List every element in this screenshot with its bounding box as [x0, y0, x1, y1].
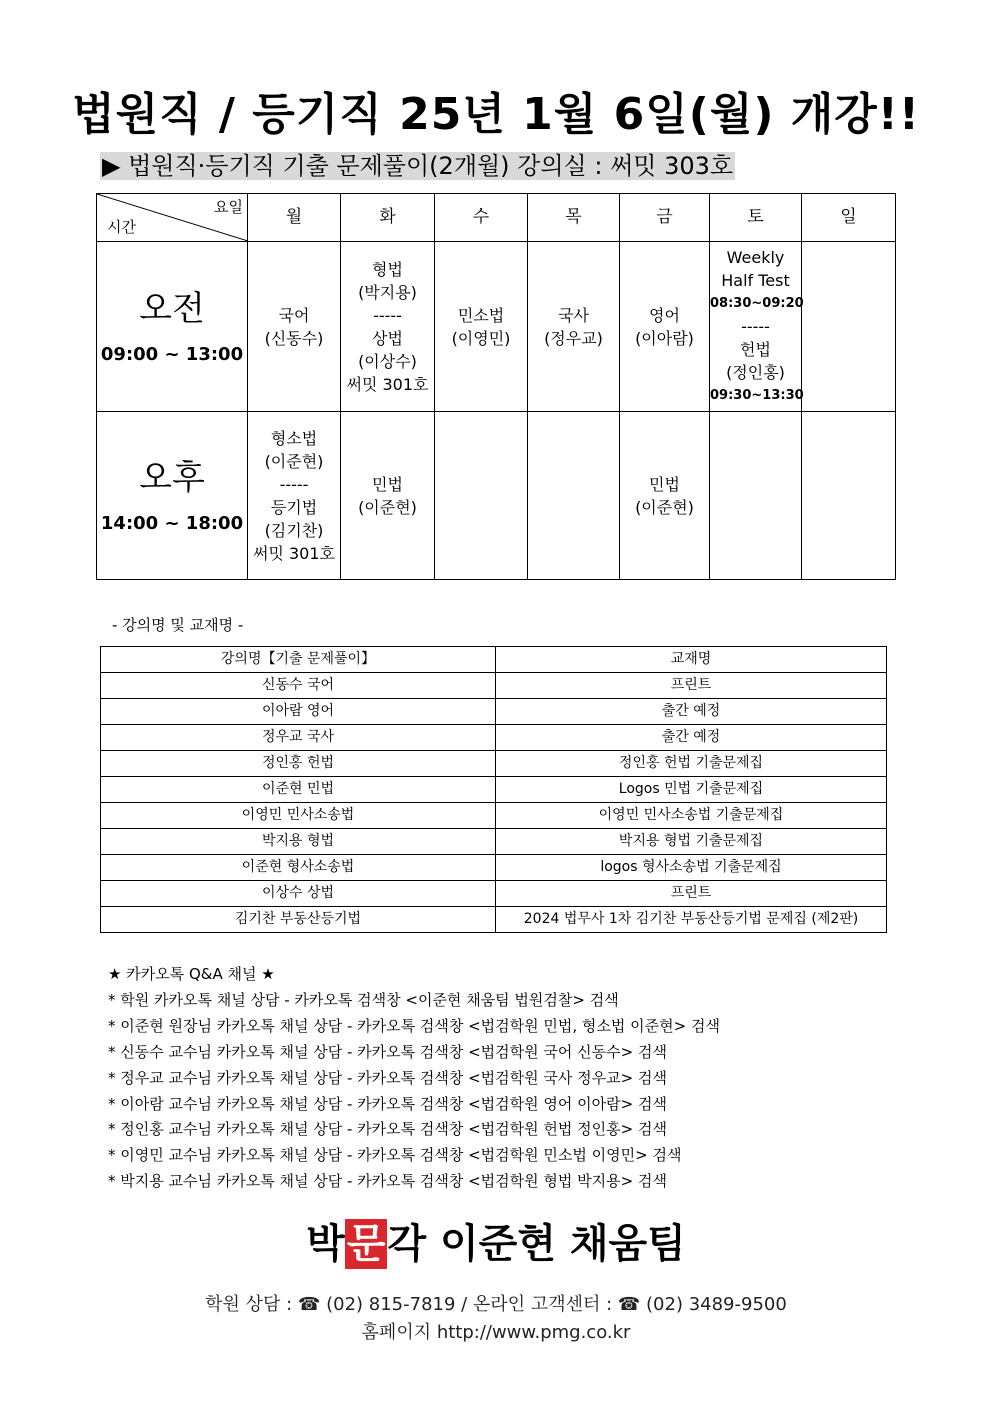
header-course: 강의명【기출 문제풀이】	[101, 647, 496, 673]
room: 써밋 301호	[346, 374, 429, 394]
am-wed-cell	[435, 242, 528, 412]
pm-sat-cell	[710, 412, 802, 580]
instructor: (이준현)	[358, 497, 417, 517]
qa-line: * 정인홍 교수님 카카오톡 채널 상담 - 카카오톡 검색창 <법검학원 헌법 정인홍> 검색	[108, 1120, 667, 1139]
contact-info: 학원 상담 : ☎ (02) 815-7819 / 온라인 고객센터 : ☎ (02) 3489-9500	[205, 1294, 787, 1315]
table-row	[101, 829, 887, 855]
separator: -----	[741, 317, 770, 336]
course-cell: 정인홍 헌법	[101, 751, 496, 777]
course-name: 형소법	[270, 428, 318, 448]
books-section-label: - 강의명 및 교재명 -	[112, 616, 244, 634]
table-row	[101, 751, 887, 777]
schedule-table	[96, 193, 896, 580]
books-header-row	[101, 647, 887, 673]
table-row	[101, 907, 887, 933]
book-cell: 프린트	[496, 673, 887, 699]
table-row	[101, 855, 887, 881]
course-name: 국사	[558, 305, 589, 325]
am-period-cell	[97, 242, 248, 412]
separator: -----	[373, 305, 402, 325]
am-thu-cell	[528, 242, 620, 412]
table-row	[101, 699, 887, 725]
course-cell: 이아람 영어	[101, 699, 496, 725]
course-cell: 이영민 민사소송법	[101, 803, 496, 829]
instructor: (김기찬)	[264, 520, 324, 540]
qa-title: ★ 카카오톡 Q&A 채널 ★	[108, 965, 275, 983]
qa-line: * 이준현 원장님 카카오톡 채널 상담 - 카카오톡 검색창 <법검학원 민법, 형소법 이준현> 검색	[108, 1016, 720, 1035]
day-header-tue: 화	[341, 194, 435, 242]
books-table	[100, 646, 887, 933]
course-name: 등기법	[270, 497, 318, 517]
book-cell: 프린트	[496, 881, 887, 907]
qa-line: * 학원 카카오톡 채널 상담 - 카카오톡 검색창 <이준현 채움팀 법원검찰> 검색	[108, 990, 619, 1009]
course-cell: 신동수 국어	[101, 673, 496, 699]
day-header-sun: 일	[802, 194, 896, 242]
homepage-link[interactable]: 홈페이지 http://www.pmg.co.kr	[361, 1322, 631, 1343]
separator: -----	[279, 474, 309, 494]
pm-wed-cell	[435, 412, 528, 580]
instructor: (이상수)	[358, 351, 417, 371]
test-name: Weekly	[726, 248, 785, 267]
instructor: (박지용)	[358, 282, 417, 302]
pm-period-cell	[97, 412, 248, 580]
brand-logo	[0, 1212, 992, 1269]
course-cell: 박지용 형법	[101, 829, 496, 855]
subtitle	[100, 146, 735, 181]
course-name: 영어	[649, 305, 680, 325]
qa-line: * 신동수 교수님 카카오톡 채널 상담 - 카카오톡 검색창 <법검학원 국어 신동수> 검색	[108, 1042, 667, 1061]
table-row	[101, 777, 887, 803]
qa-line: * 이영민 교수님 카카오톡 채널 상담 - 카카오톡 검색창 <법검학원 민소법 이영민> 검색	[108, 1146, 682, 1165]
am-sat-cell	[710, 242, 802, 412]
qa-line: * 이아람 교수님 카카오톡 채널 상담 - 카카오톡 검색창 <법검학원 영어 이아람> 검색	[108, 1094, 667, 1113]
book-cell: Logos 민법 기출문제집	[496, 777, 887, 803]
instructor: (이준현)	[635, 497, 694, 517]
logo-text: 각	[387, 1221, 427, 1267]
day-header-wed: 수	[435, 194, 528, 242]
corner-time-label: 시간	[107, 218, 136, 236]
pm-sun-cell	[802, 412, 896, 580]
book-cell: 박지용 형법 기출문제집	[496, 829, 887, 855]
logo-accent: 문	[346, 1221, 386, 1267]
corner-cell	[97, 194, 248, 242]
table-row	[101, 673, 887, 699]
instructor: (이영민)	[451, 328, 511, 348]
am-fri-cell	[620, 242, 710, 412]
course-name: 민법	[649, 474, 680, 494]
test-time: 08:30~09:20	[710, 296, 804, 311]
instructor: (정우교)	[544, 328, 603, 348]
test-name: Half Test	[721, 271, 790, 290]
am-mon-cell	[248, 242, 341, 412]
book-cell: 정인홍 헌법 기출문제집	[496, 751, 887, 777]
day-header-sat: 토	[710, 194, 802, 242]
book-cell: 출간 예정	[496, 725, 887, 751]
qa-line: * 박지용 교수님 카카오톡 채널 상담 - 카카오톡 검색창 <법검학원 형법 박지용> 검색	[108, 1172, 667, 1191]
book-cell: 출간 예정	[496, 699, 887, 725]
logo-text: 박	[306, 1221, 345, 1267]
table-row	[101, 803, 887, 829]
header-book: 교재명	[496, 647, 887, 673]
course-cell: 이준현 형사소송법	[101, 855, 496, 881]
room: 써밋 301호	[253, 543, 335, 563]
am-tue-cell	[341, 242, 435, 412]
table-row	[101, 881, 887, 907]
logo-team: 이준현 채움팀	[426, 1221, 686, 1267]
am-label: 오전	[139, 289, 205, 329]
course-name: 형법	[372, 259, 403, 279]
course-cell: 김기찬 부동산등기법	[101, 907, 496, 933]
pm-fri-cell	[620, 412, 710, 580]
day-header-fri: 금	[620, 194, 710, 242]
book-cell: logos 형사소송법 기출문제집	[496, 855, 887, 881]
pm-thu-cell	[528, 412, 620, 580]
kakao-qa-section	[108, 962, 720, 1195]
instructor: (정인홍)	[726, 363, 785, 382]
page-title: 법원직 / 등기직 25년 1월 6일(월) 개강!!	[72, 89, 920, 140]
instructor: (이아람)	[635, 328, 694, 348]
day-header-thu: 목	[528, 194, 620, 242]
pm-tue-cell	[341, 412, 435, 580]
qa-line: * 정우교 교수님 카카오톡 채널 상담 - 카카오톡 검색창 <법검학원 국사 정우교> 검색	[108, 1068, 667, 1087]
course-name: 민소법	[457, 305, 505, 325]
subtitle-text: ▶ 법원직·등기직 기출 문제풀이(2개월) 강의실 : 써밋 303호	[102, 152, 734, 180]
table-row	[101, 725, 887, 751]
course-name: 국어	[278, 305, 310, 325]
course-time: 09:30~13:30	[710, 388, 804, 403]
day-header-mon: 월	[248, 194, 341, 242]
corner-day-label: 요일	[214, 198, 243, 216]
pm-mon-cell	[248, 412, 341, 580]
am-sun-cell	[802, 242, 896, 412]
instructor: (신동수)	[264, 328, 324, 348]
course-name: 상법	[372, 328, 403, 348]
pm-label: 오후	[139, 458, 205, 498]
book-cell: 이영민 민사소송법 기출문제집	[496, 803, 887, 829]
pm-time: 14:00 ~ 18:00	[100, 513, 244, 534]
course-name: 헌법	[740, 340, 771, 359]
course-cell: 정우교 국사	[101, 725, 496, 751]
am-time: 09:00 ~ 13:00	[100, 344, 244, 365]
instructor: (이준현)	[264, 451, 324, 471]
course-name: 민법	[372, 474, 403, 494]
course-cell: 이상수 상법	[101, 881, 496, 907]
course-cell: 이준현 민법	[101, 777, 496, 803]
book-cell: 2024 법무사 1차 김기찬 부동산등기법 문제집 (제2판)	[496, 907, 887, 933]
